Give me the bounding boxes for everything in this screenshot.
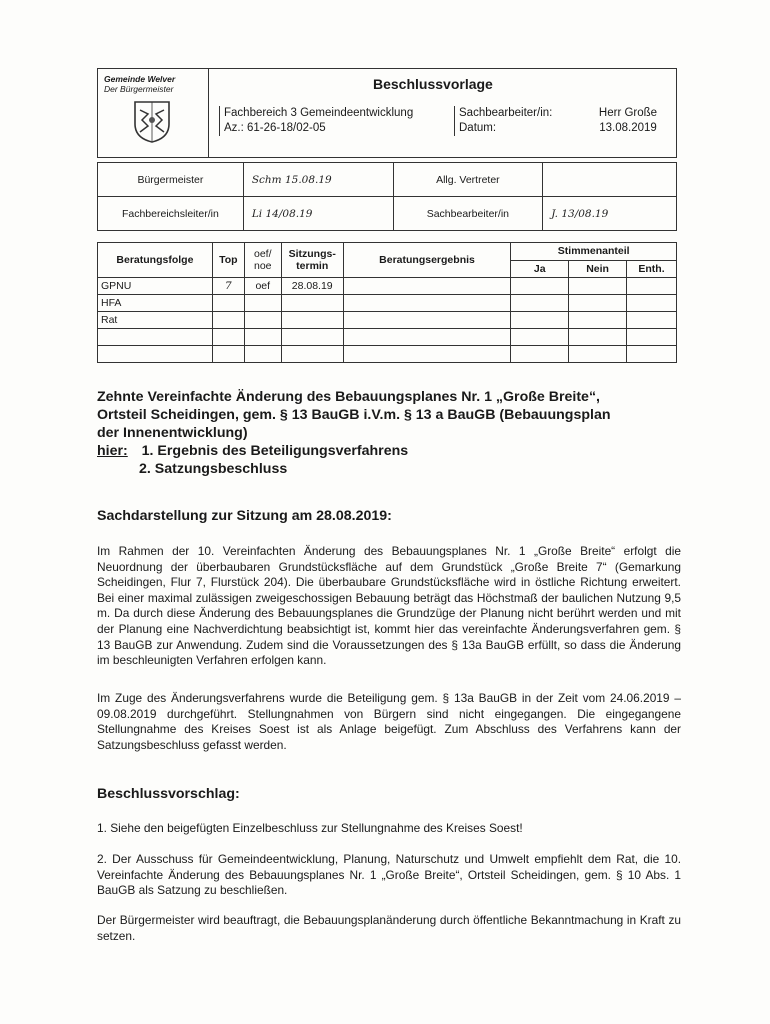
- clerk-label: Sachbearbeiter/in:: [459, 107, 553, 119]
- mayor-label: Bürgermeister: [98, 163, 244, 197]
- file-reference: Az.: 61-26-18/02-05: [224, 122, 326, 134]
- organization-subtitle: Der Bürgermeister: [104, 84, 174, 94]
- subject-item-1: 1. Ergebnis des Beteiligungsverfahrens: [141, 443, 409, 459]
- hier-label: hier:: [97, 443, 128, 459]
- organization-name: Gemeinde Welver: [104, 74, 176, 84]
- clerk-values: [588, 106, 668, 136]
- table-header-row: [98, 243, 677, 261]
- subject-items: [97, 442, 687, 460]
- organization-block: [98, 69, 209, 157]
- subject-item-2: 2. Satzungsbeschluss: [139, 461, 288, 477]
- coat-of-arms-icon: [133, 100, 171, 144]
- resolution-item-3: Der Bürgermeister wird beauftragt, die Bebauungsplanänderung durch öffentliche Bekanntmachung in Kraft zu setzen.: [97, 913, 681, 943]
- signature-row: [98, 197, 677, 231]
- row-top: 7: [212, 278, 244, 295]
- facts-heading: Sachdarstellung zur Sitzung am 28.08.2019:: [97, 508, 392, 524]
- resolution-item-2: 2. Der Ausschuss für Gemeindeentwicklung, Planung, Naturschutz und Umwelt empfiehlt dem Rat, die 10. Vereinfachte Änderung des Bebauungsplanes Nr. 1 „Große Breite“, Ortsteil Scheidingen, gem. § 10 Abs. 1 BauGB als Satzung zu beschließen.: [97, 852, 681, 898]
- clerk-sign-label: Sachbearbeiter/in: [393, 197, 543, 231]
- department-name: Fachbereich 3 Gemeindeentwicklung: [224, 107, 414, 119]
- resolution-heading: Beschlussvorschlag:: [97, 786, 240, 802]
- dept-head-label: Fachbereichsleiter/in: [98, 197, 244, 231]
- subject-line: der Innenentwicklung): [97, 425, 248, 441]
- department-info: [219, 106, 413, 136]
- subject-line: Zehnte Vereinfachte Änderung des Bebauungsplanes Nr. 1 „Große Breite“,: [97, 389, 600, 405]
- mayor-signature: Schm 15.08.19: [243, 163, 393, 197]
- row-folge: HFA: [98, 295, 213, 312]
- table-row: [98, 329, 677, 346]
- table-row: [98, 278, 677, 295]
- row-oef: oef: [244, 278, 281, 295]
- header-ergebnis: Beratungsergebnis: [343, 243, 511, 278]
- document-title: Beschlussvorlage: [373, 76, 493, 92]
- header-enth: Enth.: [627, 260, 677, 278]
- header-ja: Ja: [511, 260, 569, 278]
- header-termin: Sitzungs- termin: [281, 243, 343, 278]
- clerk-name: Herr Große: [598, 107, 658, 119]
- table-row: [98, 295, 677, 312]
- table-row: [98, 312, 677, 329]
- date-label: Datum:: [459, 122, 497, 134]
- signature-table: [97, 162, 677, 231]
- deputy-label: Allg. Vertreter: [393, 163, 543, 197]
- header-nein: Nein: [569, 260, 627, 278]
- document-date: 13.08.2019: [599, 122, 657, 134]
- row-folge: GPNU: [98, 278, 213, 295]
- header-stimmen: Stimmenanteil: [511, 243, 677, 261]
- row-termin: 28.08.19: [281, 278, 343, 295]
- subject-block: [97, 388, 687, 478]
- header-box: [97, 68, 677, 158]
- deputy-signature: [543, 163, 677, 197]
- clerk-labels: [454, 106, 552, 136]
- clerk-signature: J. 13/08.19: [543, 197, 677, 231]
- dept-head-signature: Li 14/08.19: [243, 197, 393, 231]
- facts-paragraph-2: Im Zuge des Änderungsverfahrens wurde die Beteiligung gem. § 13a BauGB in der Zeit vom 24.06.2019 – 09.08.2019 durchgeführt. Stellungnahmen von Bürgern sind nicht eingegangen. Die eingegangene Stellungnahme des Kreises Soest ist als Anlage beigefügt. Zum Abschluss des Verfahrens kann der Satzungsbeschluss gefasst werden.: [97, 691, 681, 752]
- header-top: Top: [212, 243, 244, 278]
- table-row: [98, 346, 677, 363]
- subject-line: Ortsteil Scheidingen, gem. § 13 BauGB i.V.m. § 13 a BauGB (Bebauungsplan: [97, 407, 611, 423]
- header-oef: oef/ noe: [244, 243, 281, 278]
- resolution-item-1: 1. Siehe den beigefügten Einzelbeschluss zur Stellungnahme des Kreises Soest!: [97, 821, 523, 835]
- facts-paragraph-1: Im Rahmen der 10. Vereinfachten Änderung des Bebauungsplanes Nr. 1 „Große Breite“ erfolgt die Neuordnung der überbaubaren Grundstücksfläche auf dem Grundstück „Große Breite 7“ (Gemarkung Scheidingen, Flur 7, Flurstück 204). Die überbaubare Grundstücksfläche wird in östliche Richtung erweitert. Bei einer maximal zulässigen zweigeschossigen Bebauung beträgt das Höchstmaß der baulichen Nutzung 9,5 m. Da durch diese Änderung des Bebauungsplanes die Grundzüge der Planung nicht berührt werden und mit der Planung eine Nachverdichtung beabsichtigt ist, kommt hier das vereinfachte Änderungsverfahren gem. § 13 BauGB zur Anwendung. Zudem sind die Voraussetzungen des § 13a BauGB erfüllt, so dass die Änderung im beschleunigten Verfahren erfolgen kann.: [97, 544, 681, 668]
- deliberation-table: [97, 242, 677, 363]
- header-folge: Beratungsfolge: [98, 243, 213, 278]
- row-folge: Rat: [98, 312, 213, 329]
- signature-row: [98, 163, 677, 197]
